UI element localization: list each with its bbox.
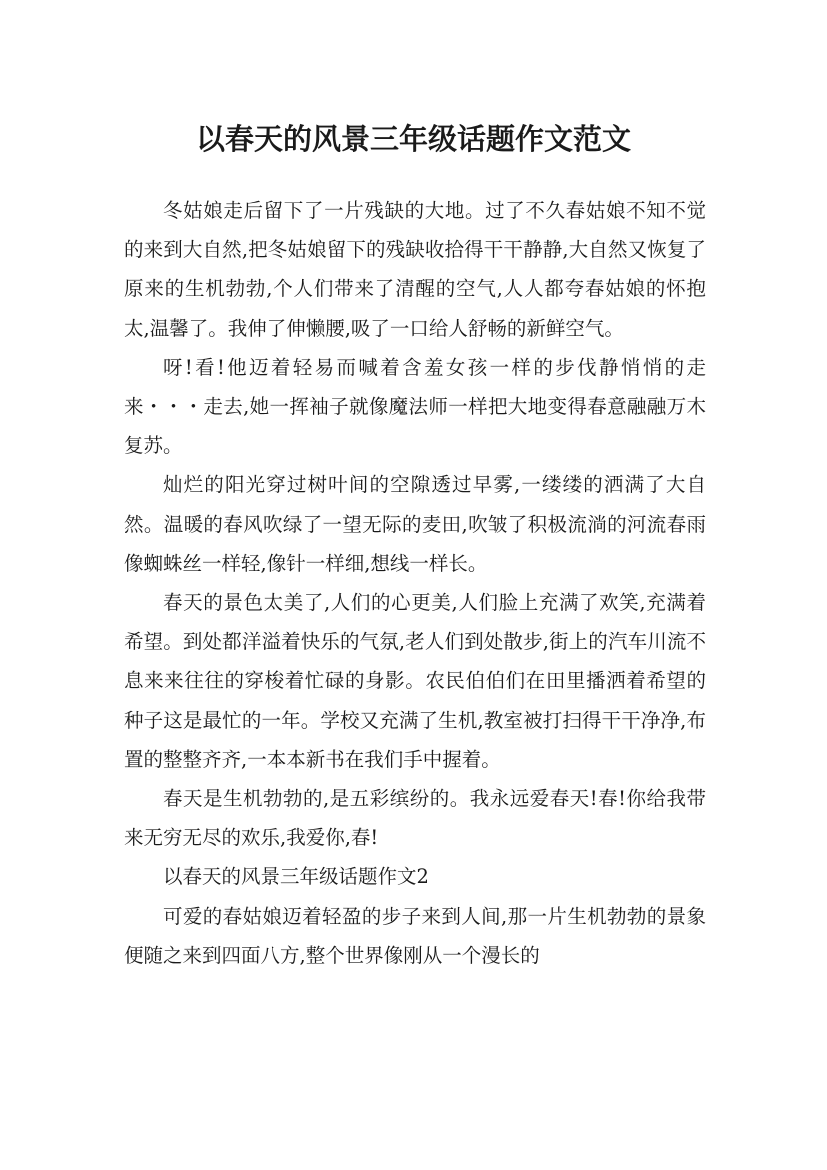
document-body bbox=[124, 191, 706, 975]
paragraph: 春天的景色太美了,人们的心更美,人们脸上充满了欢笑,充满着希望。到处都洋溢着快乐的气氛,老人们到处散步,街上的汽车川流不息来来往往的穿梭着忙碌的身影。农民伯伯们在田里播洒着希望的种子这是最忙的一年。学校又充满了生机,教室被打扫得干干净净,布置的整整齐齐,一本本新书在我们手中握着。 bbox=[124, 591, 706, 771]
section-heading: 以春天的风景三年级话题作文2 bbox=[163, 865, 429, 889]
document-title: 以春天的风景三年级话题作文范文 bbox=[195, 122, 631, 157]
paragraph: 灿烂的阳光穿过树叶间的空隙透过早雾,一缕缕的洒满了大自然。温暖的春风吹绿了一望无际的麦田,吹皱了积极流淌的河流春雨像蜘蛛丝一样轻,像针一样细,想线一样长。 bbox=[124, 473, 706, 575]
paragraph: 春天是生机勃勃的,是五彩缤纷的。我永远爱春天!春!你给我带来无穷无尽的欢乐,我爱你,春! bbox=[124, 787, 706, 850]
paragraph: 呀!看!他迈着轻易而喊着含羞女孩一样的步伐静悄悄的走来・・・走去,她一挥袖子就像魔法师一样把大地变得春意融融万木复苏。 bbox=[124, 355, 706, 458]
paragraph: 可爱的春姑娘迈着轻盈的步子来到人间,那一片生机勃勃的景象便随之来到四面八方,整个世界像刚从一个漫长的 bbox=[124, 904, 706, 967]
paragraph: 冬姑娘走后留下了一片残缺的大地。过了不久春姑娘不知不觉的来到大自然,把冬姑娘留下的残缺收拾得干干静静,大自然又恢复了原来的生机勃勃,个人们带来了清醒的空气,人人都夸春姑娘的怀抱太,温馨了。我伸了伸懒腰,吸了一口给人舒畅的新鲜空气。 bbox=[124, 199, 706, 340]
